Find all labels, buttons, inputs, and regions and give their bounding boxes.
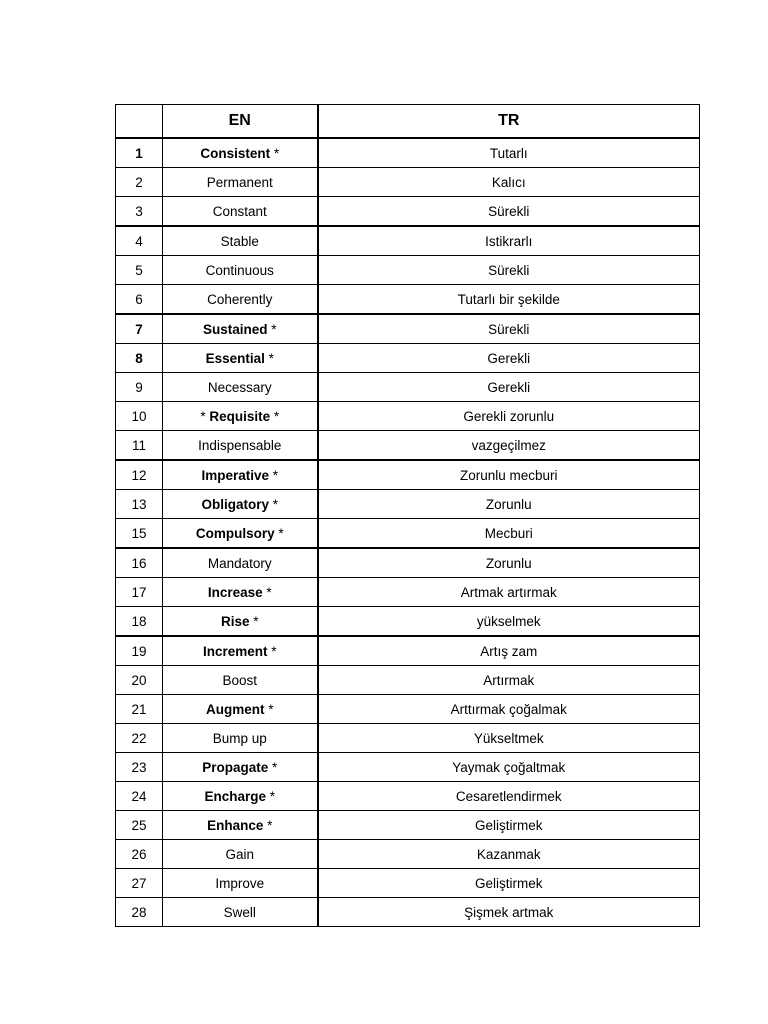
english-term: Compulsory bbox=[195, 525, 275, 541]
english-term-cell bbox=[163, 344, 318, 373]
table-row bbox=[116, 431, 700, 461]
english-term-cell bbox=[163, 402, 318, 431]
turkish-translation: Istikrarlı bbox=[318, 226, 700, 256]
table-row bbox=[116, 636, 700, 666]
table-header bbox=[116, 105, 700, 139]
row-number: 19 bbox=[116, 636, 163, 666]
header-number bbox=[116, 105, 163, 139]
english-term-cell bbox=[163, 636, 318, 666]
turkish-translation: Kazanmak bbox=[318, 840, 700, 869]
turkish-translation: Mecburi bbox=[318, 519, 700, 549]
english-term: Swell bbox=[223, 904, 256, 920]
row-number: 25 bbox=[116, 811, 163, 840]
row-number: 4 bbox=[116, 226, 163, 256]
english-term-cell bbox=[163, 578, 318, 607]
term-marker-suffix: * bbox=[270, 408, 280, 424]
english-term-cell bbox=[163, 724, 318, 753]
english-term: Essential bbox=[205, 350, 265, 366]
english-term-cell bbox=[163, 285, 318, 315]
english-term-cell bbox=[163, 314, 318, 344]
english-term-cell bbox=[163, 753, 318, 782]
term-marker-suffix: * bbox=[264, 350, 274, 366]
row-number: 13 bbox=[116, 490, 163, 519]
term-marker-suffix: * bbox=[269, 467, 279, 483]
english-term: Consistent bbox=[200, 145, 271, 161]
english-term-cell bbox=[163, 666, 318, 695]
english-term: Rise bbox=[220, 613, 250, 629]
table-row bbox=[116, 607, 700, 637]
table-row bbox=[116, 285, 700, 315]
turkish-translation: Tutarlı bir şekilde bbox=[318, 285, 700, 315]
turkish-translation: Geliştirmek bbox=[318, 869, 700, 898]
english-term: Encharge bbox=[204, 788, 266, 804]
turkish-translation: Gerekli bbox=[318, 373, 700, 402]
table-row bbox=[116, 138, 700, 168]
turkish-translation: Zorunlu bbox=[318, 548, 700, 578]
row-number: 10 bbox=[116, 402, 163, 431]
english-term-cell bbox=[163, 460, 318, 490]
turkish-translation: yükselmek bbox=[318, 607, 700, 637]
english-term-cell bbox=[163, 869, 318, 898]
english-term: Enhance bbox=[207, 817, 264, 833]
english-term-cell bbox=[163, 811, 318, 840]
english-term-cell bbox=[163, 782, 318, 811]
turkish-translation: Sürekli bbox=[318, 314, 700, 344]
row-number: 16 bbox=[116, 548, 163, 578]
english-term: Increment bbox=[202, 643, 268, 659]
english-term: Imperative bbox=[201, 467, 270, 483]
english-term-cell bbox=[163, 607, 318, 637]
english-term-cell bbox=[163, 519, 318, 549]
term-marker-suffix: * bbox=[274, 525, 284, 541]
row-number: 9 bbox=[116, 373, 163, 402]
english-term-cell bbox=[163, 840, 318, 869]
english-term-cell bbox=[163, 373, 318, 402]
english-term: Indispensable bbox=[198, 437, 282, 453]
row-number: 1 bbox=[116, 138, 163, 168]
english-term-cell bbox=[163, 548, 318, 578]
turkish-translation: Gerekli bbox=[318, 344, 700, 373]
turkish-translation: Sürekli bbox=[318, 197, 700, 227]
table-row bbox=[116, 460, 700, 490]
english-term: Sustained bbox=[202, 321, 268, 337]
table-row bbox=[116, 256, 700, 285]
table-row bbox=[116, 402, 700, 431]
turkish-translation: Sürekli bbox=[318, 256, 700, 285]
table-row bbox=[116, 548, 700, 578]
english-term: Boost bbox=[222, 672, 258, 688]
english-term: Bump up bbox=[212, 730, 267, 746]
row-number: 27 bbox=[116, 869, 163, 898]
turkish-translation: Tutarlı bbox=[318, 138, 700, 168]
table-row bbox=[116, 197, 700, 227]
row-number: 5 bbox=[116, 256, 163, 285]
term-marker-suffix: * bbox=[249, 613, 259, 629]
english-term-cell bbox=[163, 695, 318, 724]
english-term-cell bbox=[163, 197, 318, 227]
term-marker-suffix: * bbox=[268, 759, 278, 775]
term-marker-suffix: * bbox=[263, 817, 273, 833]
row-number: 23 bbox=[116, 753, 163, 782]
table-row bbox=[116, 898, 700, 927]
english-term: Improve bbox=[215, 875, 265, 891]
english-term-cell bbox=[163, 256, 318, 285]
english-term-cell bbox=[163, 138, 318, 168]
english-term: Stable bbox=[220, 233, 259, 249]
turkish-translation: Yükseltmek bbox=[318, 724, 700, 753]
turkish-translation: Artırmak bbox=[318, 666, 700, 695]
english-term-cell bbox=[163, 898, 318, 927]
table-row bbox=[116, 840, 700, 869]
term-marker-suffix: * bbox=[267, 321, 277, 337]
english-term: Gain bbox=[225, 846, 255, 862]
row-number: 2 bbox=[116, 168, 163, 197]
table-row bbox=[116, 782, 700, 811]
row-number: 26 bbox=[116, 840, 163, 869]
turkish-translation: Kalıcı bbox=[318, 168, 700, 197]
row-number: 22 bbox=[116, 724, 163, 753]
term-marker-suffix: * bbox=[266, 788, 276, 804]
english-term: Coherently bbox=[207, 291, 273, 307]
english-term-cell bbox=[163, 490, 318, 519]
table-row bbox=[116, 724, 700, 753]
turkish-translation: Artmak artırmak bbox=[318, 578, 700, 607]
row-number: 28 bbox=[116, 898, 163, 927]
english-term: Continuous bbox=[205, 262, 274, 278]
english-term: Permanent bbox=[206, 174, 273, 190]
english-term: Increase bbox=[207, 584, 263, 600]
table-row bbox=[116, 519, 700, 549]
english-term: Propagate bbox=[202, 759, 269, 775]
turkish-translation: Geliştirmek bbox=[318, 811, 700, 840]
turkish-translation: Şişmek artmak bbox=[318, 898, 700, 927]
term-marker-prefix: * bbox=[200, 408, 210, 424]
turkish-translation: Cesaretlendirmek bbox=[318, 782, 700, 811]
row-number: 17 bbox=[116, 578, 163, 607]
english-term: Necessary bbox=[207, 379, 272, 395]
table-row bbox=[116, 753, 700, 782]
term-marker-suffix: * bbox=[264, 701, 274, 717]
english-term-cell bbox=[163, 168, 318, 197]
english-term: Requisite bbox=[209, 408, 271, 424]
english-term: Obligatory bbox=[201, 496, 269, 512]
header-tr: TR bbox=[318, 105, 700, 139]
header-en: EN bbox=[163, 105, 318, 139]
table-row bbox=[116, 811, 700, 840]
table-row bbox=[116, 314, 700, 344]
row-number: 20 bbox=[116, 666, 163, 695]
vocabulary-table bbox=[115, 104, 700, 927]
turkish-translation: Zorunlu bbox=[318, 490, 700, 519]
row-number: 18 bbox=[116, 607, 163, 637]
term-marker-suffix: * bbox=[262, 584, 272, 600]
english-term-cell bbox=[163, 431, 318, 461]
term-marker-suffix: * bbox=[269, 496, 279, 512]
row-number: 11 bbox=[116, 431, 163, 461]
table-row bbox=[116, 168, 700, 197]
row-number: 21 bbox=[116, 695, 163, 724]
english-term: Constant bbox=[212, 203, 267, 219]
row-number: 24 bbox=[116, 782, 163, 811]
row-number: 12 bbox=[116, 460, 163, 490]
turkish-translation: Zorunlu mecburi bbox=[318, 460, 700, 490]
turkish-translation: Artış zam bbox=[318, 636, 700, 666]
term-marker-suffix: * bbox=[267, 643, 277, 659]
english-term: Augment bbox=[205, 701, 265, 717]
row-number: 15 bbox=[116, 519, 163, 549]
english-term: Mandatory bbox=[207, 555, 272, 571]
header-row bbox=[116, 105, 700, 139]
row-number: 7 bbox=[116, 314, 163, 344]
table-body bbox=[116, 138, 700, 927]
table-row bbox=[116, 373, 700, 402]
table-row bbox=[116, 344, 700, 373]
table-row bbox=[116, 869, 700, 898]
table-row bbox=[116, 490, 700, 519]
english-term-cell bbox=[163, 226, 318, 256]
turkish-translation: vazgeçilmez bbox=[318, 431, 700, 461]
row-number: 6 bbox=[116, 285, 163, 315]
table-row bbox=[116, 226, 700, 256]
table-row bbox=[116, 666, 700, 695]
row-number: 8 bbox=[116, 344, 163, 373]
table-row bbox=[116, 578, 700, 607]
turkish-translation: Arttırmak çoğalmak bbox=[318, 695, 700, 724]
turkish-translation: Yaymak çoğaltmak bbox=[318, 753, 700, 782]
row-number: 3 bbox=[116, 197, 163, 227]
term-marker-suffix: * bbox=[270, 145, 280, 161]
turkish-translation: Gerekli zorunlu bbox=[318, 402, 700, 431]
table-row bbox=[116, 695, 700, 724]
